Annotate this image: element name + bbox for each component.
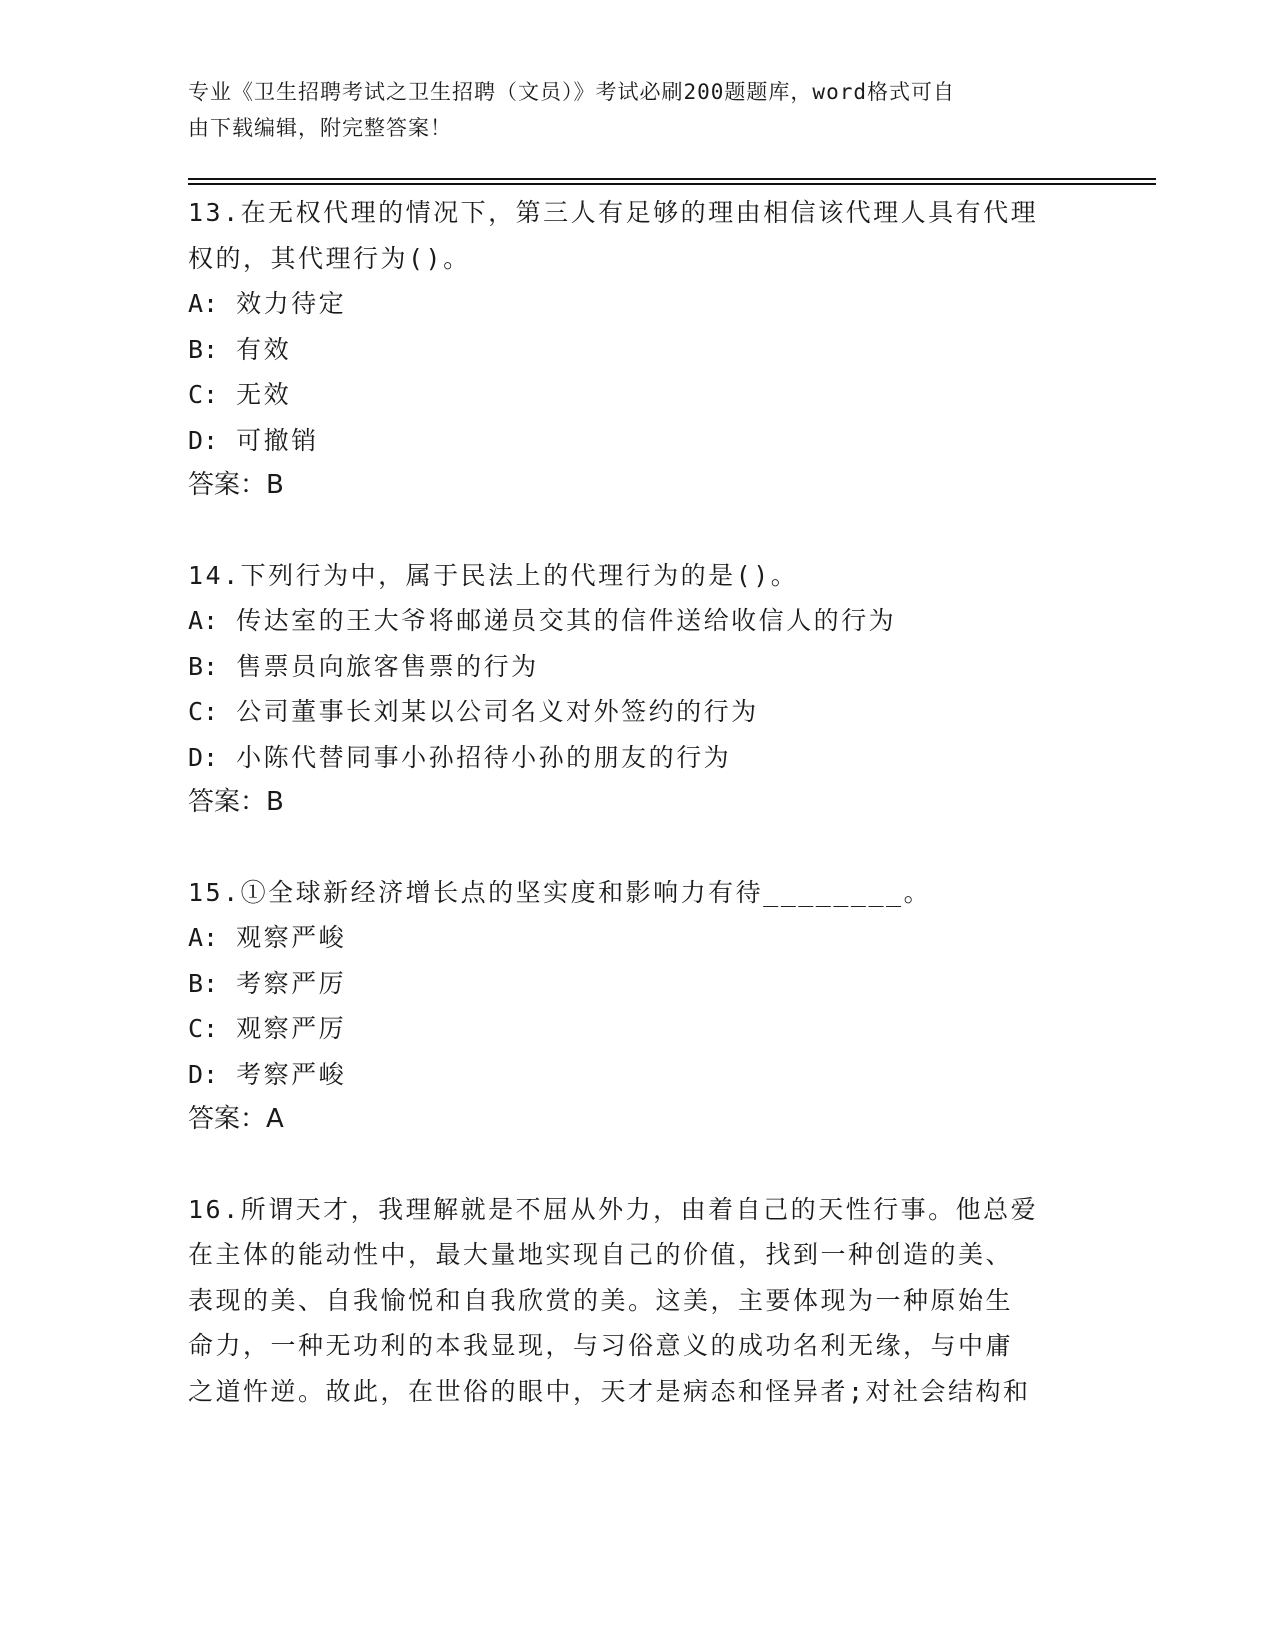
question-stem-line: 14.下列行为中，属于民法上的代理行为的是()。	[188, 560, 799, 590]
option-letter: D:	[188, 1059, 219, 1089]
header-divider-top	[188, 178, 1156, 180]
option-letter: A:	[188, 606, 219, 635]
header-line-2: 由下载编辑，附完整答案！	[188, 116, 452, 140]
header-line-1: 专业《卫生招聘考试之卫生招聘（文员）》考试必刷200题题库，word格式可自	[188, 80, 955, 104]
option-letter: B:	[188, 651, 219, 681]
option-text: 观察严峻	[236, 923, 347, 952]
option-text: 考察严厉	[236, 968, 347, 998]
option-text: 考察严峻	[236, 1059, 347, 1089]
question-15	[188, 870, 1088, 1143]
document-body	[188, 190, 1088, 1458]
option-text: 小陈代替同事小孙招待小孙的朋友的行为	[236, 742, 732, 772]
option-text: 可撤销	[236, 425, 319, 455]
option-text: 售票员向旅客售票的行为	[236, 651, 539, 681]
answer-line: 答案：B	[188, 470, 284, 500]
passage-line: 之道忤逆。故此，在世俗的眼中，天才是病态和怪异者;对社会结构和	[188, 1376, 1031, 1406]
option-letter: D:	[188, 425, 219, 455]
option-text: 有效	[236, 334, 292, 364]
question-16-passage	[188, 1187, 1088, 1415]
option-d	[188, 735, 1088, 781]
header-divider-bottom	[188, 183, 1156, 185]
question-14	[188, 553, 1088, 826]
option-c	[188, 372, 1088, 418]
option-d	[188, 1052, 1088, 1098]
option-a	[188, 915, 1088, 961]
option-letter: A:	[188, 923, 219, 952]
answer-line: 答案：B	[188, 787, 284, 817]
option-c	[188, 1006, 1088, 1052]
passage-line: 在主体的能动性中，最大量地实现自己的价值，找到一种创造的美、	[188, 1240, 1014, 1269]
passage-line: 命力，一种无功利的本我显现，与习俗意义的成功名利无缘，与中庸	[188, 1331, 1014, 1360]
option-letter: B:	[188, 334, 219, 364]
option-text: 无效	[236, 380, 292, 409]
passage-line: 表现的美、自我愉悦和自我欣赏的美。这美，主要体现为一种原始生	[188, 1285, 1014, 1315]
document-header	[188, 74, 1068, 146]
answer-line: 答案：A	[188, 1104, 284, 1134]
option-b	[188, 644, 1088, 690]
option-a	[188, 598, 1088, 644]
question-stem-line: 权的，其代理行为()。	[188, 243, 471, 273]
option-letter: C:	[188, 697, 219, 726]
option-letter: A:	[188, 289, 219, 318]
option-c	[188, 689, 1088, 735]
option-text: 效力待定	[236, 289, 347, 318]
option-b	[188, 327, 1088, 373]
passage-line: 16.所谓天才，我理解就是不屈从外力，由着自己的天性行事。他总爱	[188, 1194, 1039, 1224]
question-stem-line: 15.①全球新经济增长点的坚实度和影响力有待________。	[188, 877, 932, 907]
question-13	[188, 190, 1088, 509]
question-stem-line: 13.在无权代理的情况下，第三人有足够的理由相信该代理人具有代理	[188, 198, 1039, 227]
option-letter: B:	[188, 968, 219, 998]
option-b	[188, 961, 1088, 1007]
option-d	[188, 418, 1088, 464]
option-text: 观察严厉	[236, 1014, 347, 1043]
option-letter: C:	[188, 380, 219, 409]
option-a	[188, 281, 1088, 327]
option-letter: D:	[188, 742, 219, 772]
option-letter: C:	[188, 1014, 219, 1043]
option-text: 传达室的王大爷将邮递员交其的信件送给收信人的行为	[236, 606, 897, 635]
option-text: 公司董事长刘某以公司名义对外签约的行为	[236, 697, 759, 726]
